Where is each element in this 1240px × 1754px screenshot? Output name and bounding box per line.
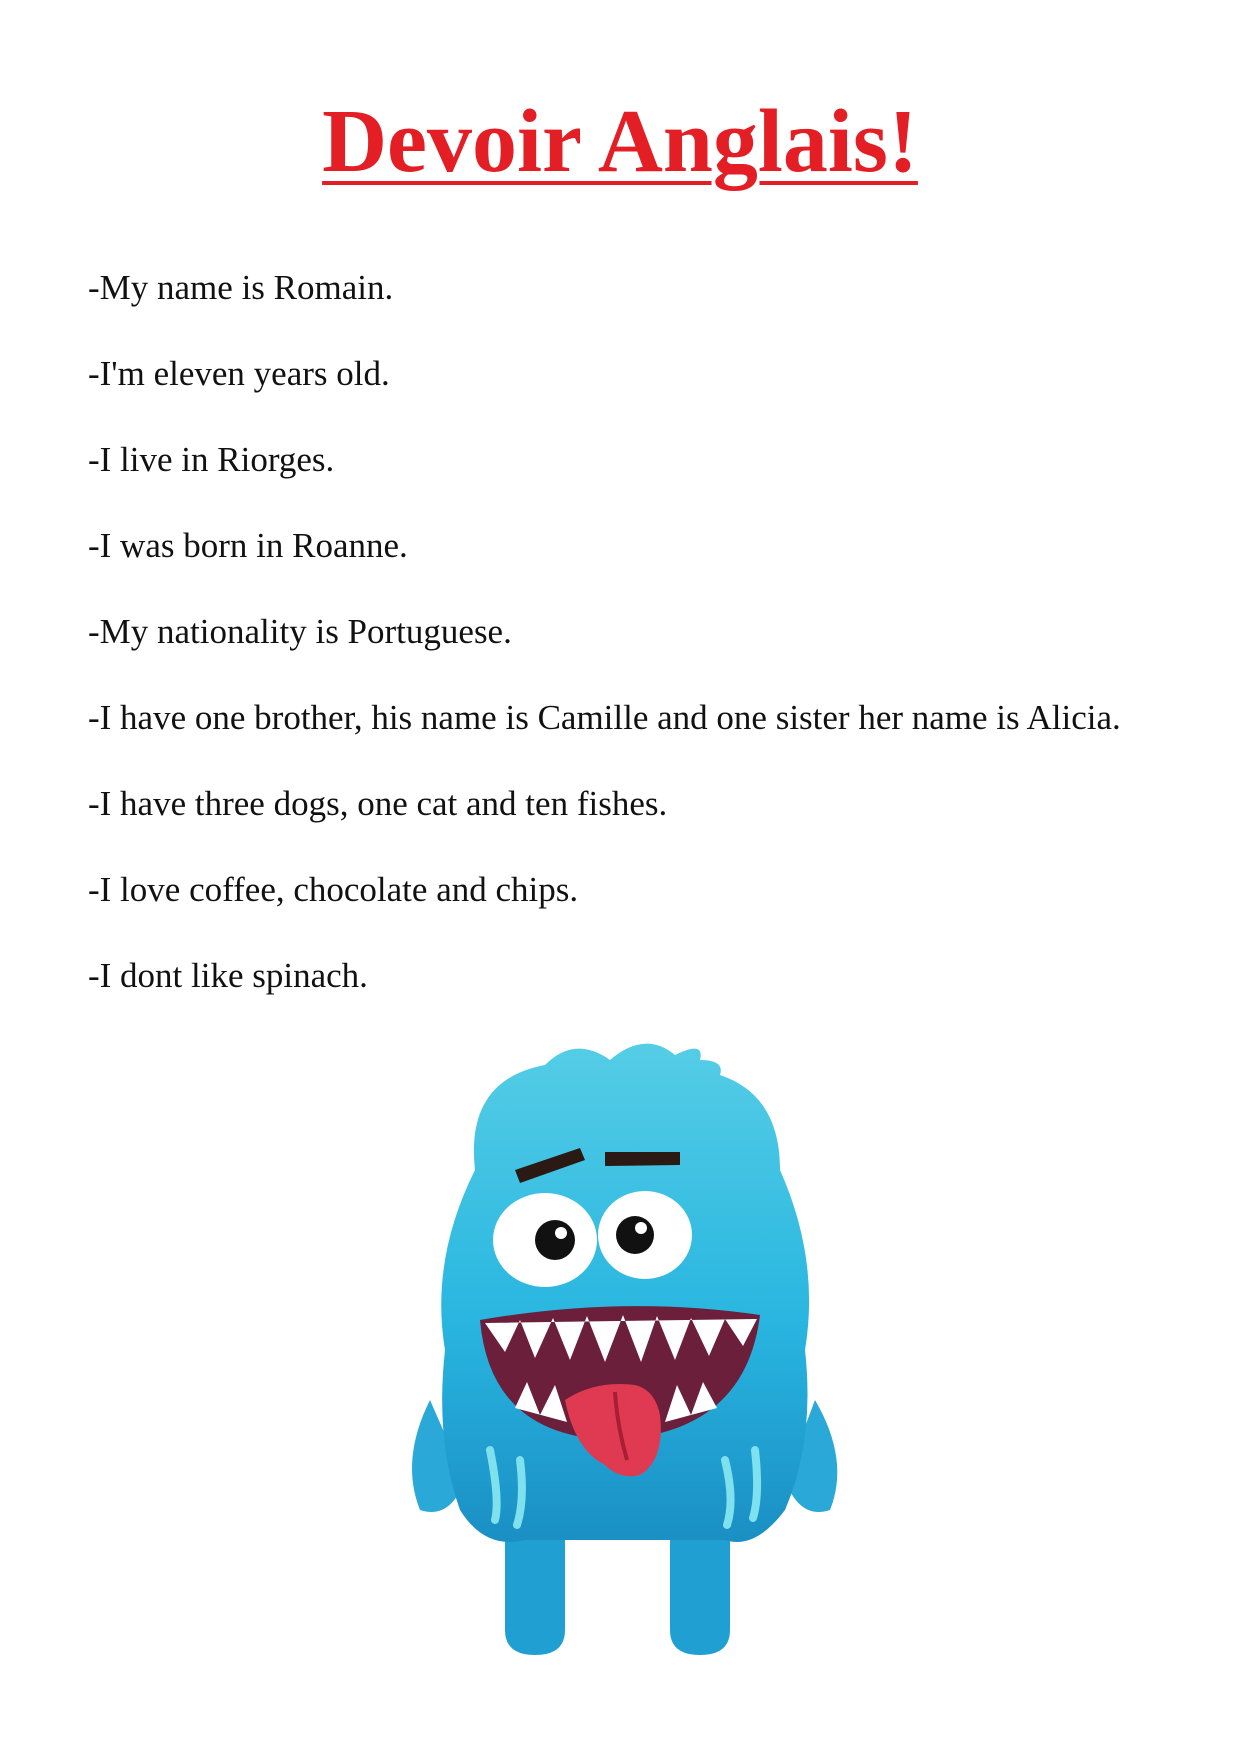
text-line: -My nationality is Portuguese. [88, 612, 512, 651]
page-title: Devoir Anglais! [322, 92, 918, 191]
text-lines [88, 266, 1138, 1040]
monster-left-pupil [535, 1220, 575, 1260]
blue-monster-illustration [395, 1040, 855, 1660]
text-line: -I was born in Roanne. [88, 526, 408, 565]
text-line: -I have one brother, his name is Camille and one sister her name is Alicia. [88, 698, 1121, 737]
monster-right-pupil [616, 1216, 654, 1254]
text-line: -I'm eleven years old. [88, 354, 390, 393]
text-line: -I love coffee, chocolate and chips. [88, 870, 579, 909]
text-line: -I dont like spinach. [88, 956, 368, 995]
text-line: -I have three dogs, one cat and ten fishes. [88, 784, 668, 823]
monster-right-eyebrow [605, 1152, 680, 1166]
text-line: -I live in Riorges. [88, 440, 335, 479]
text-line: -My name is Romain. [88, 268, 394, 307]
